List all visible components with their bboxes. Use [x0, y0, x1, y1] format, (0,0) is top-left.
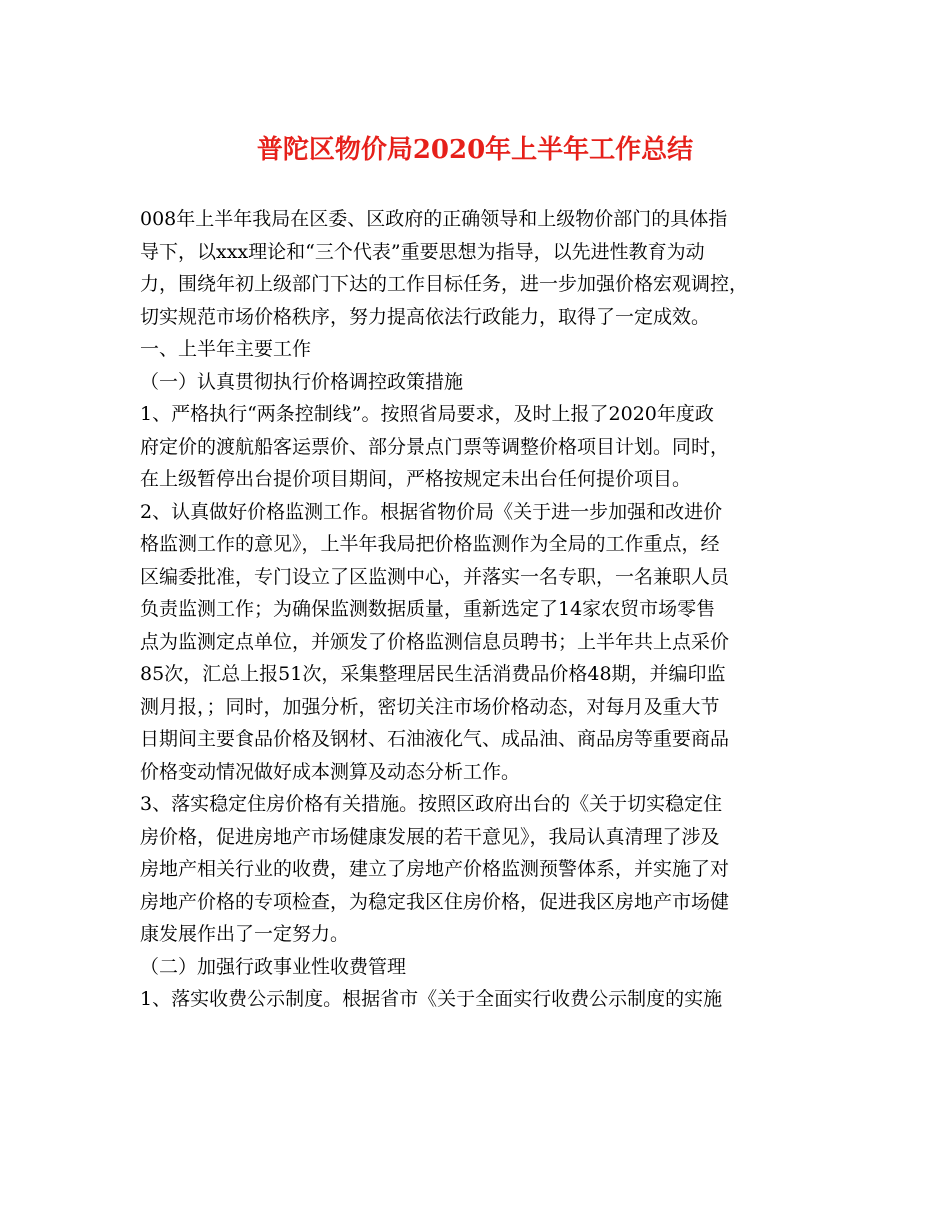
text-line: 1、落实收费公示制度。根据省市《关于全面实行收费公示制度的实施	[140, 988, 723, 1010]
text-line: （一）认真贯彻执行价格调控政策措施	[140, 370, 464, 393]
text-line: 房地产价格的专项检查，为稳定我区住房价格，促进我区房地产市场健	[140, 890, 730, 913]
text-line: 房地产相关行业的收费，建立了房地产价格监测预警体系，并实施了对	[140, 858, 730, 880]
document-title: 普陀区物价局2020年上半年工作总结	[256, 135, 694, 165]
text-line: 日期间主要食品价格及钢材、石油液化气、成品油、商品房等重要商品	[140, 728, 730, 750]
text-line: 房价格，促进房地产市场健康发展的若干意见》，我局认真清理了涉及	[140, 825, 720, 848]
text-line: 负责监测工作；为确保监测数据质量，重新选定了14家农贸市场零售	[140, 598, 716, 620]
text-line: 区编委批准，专门设立了区监测中心，并落实一名专职，一名兼职人员	[140, 565, 730, 588]
text-line: 康发展作出了一定努力。	[140, 923, 350, 945]
text-line: 3、落实稳定住房价格有关措施。按照区政府出台的《关于切实稳定住	[140, 793, 723, 815]
text-line: 点为监测定点单位，并颁发了价格监测信息员聘书；上半年共上点采价	[140, 630, 730, 653]
text-line: （二）加强行政事业性收费管理	[140, 955, 407, 978]
text-line: 力，围绕年初上级部门下达的工作目标任务，进一步加强价格宏观调控，	[140, 273, 749, 295]
document-body	[140, 203, 820, 1016]
text-line: 府定价的渡航船客运票价、部分景点门票等调整价格项目计划。同时，	[140, 435, 730, 458]
text-line: 导下，以xxx理论和“三个代表”重要思想为指导，以先进性教育为动	[140, 240, 705, 263]
text-line: 2、认真做好价格监测工作。根据省物价局《关于进一步加强和改进价	[140, 500, 723, 523]
text-line: 格监测工作的意见》，上半年我局把价格监测作为全局的工作重点，经	[140, 533, 720, 555]
text-line: 一、上半年主要工作	[140, 338, 312, 360]
text-line: 切实规范市场价格秩序，努力提高依法行政能力，取得了一定成效。	[140, 305, 711, 328]
text-line: 测月报，；同时，加强分析，密切关注市场价格动态，对每月及重大节	[140, 695, 720, 718]
text-line: 008年上半年我局在区委、区政府的正确领导和上级物价部门的具体指	[140, 208, 728, 230]
text-line: 85次，汇总上报51次，采集整理居民生活消费品价格48期，并编印监	[140, 663, 726, 685]
text-line: 1、严格执行“两条控制线”。按照省局要求，及时上报了2020年度政	[140, 403, 714, 425]
text-line: 在上级暂停出台提价项目期间，严格按规定未出台任何提价项目。	[140, 468, 692, 490]
text-line: 价格变动情况做好成本测算及动态分析工作。	[140, 760, 521, 783]
